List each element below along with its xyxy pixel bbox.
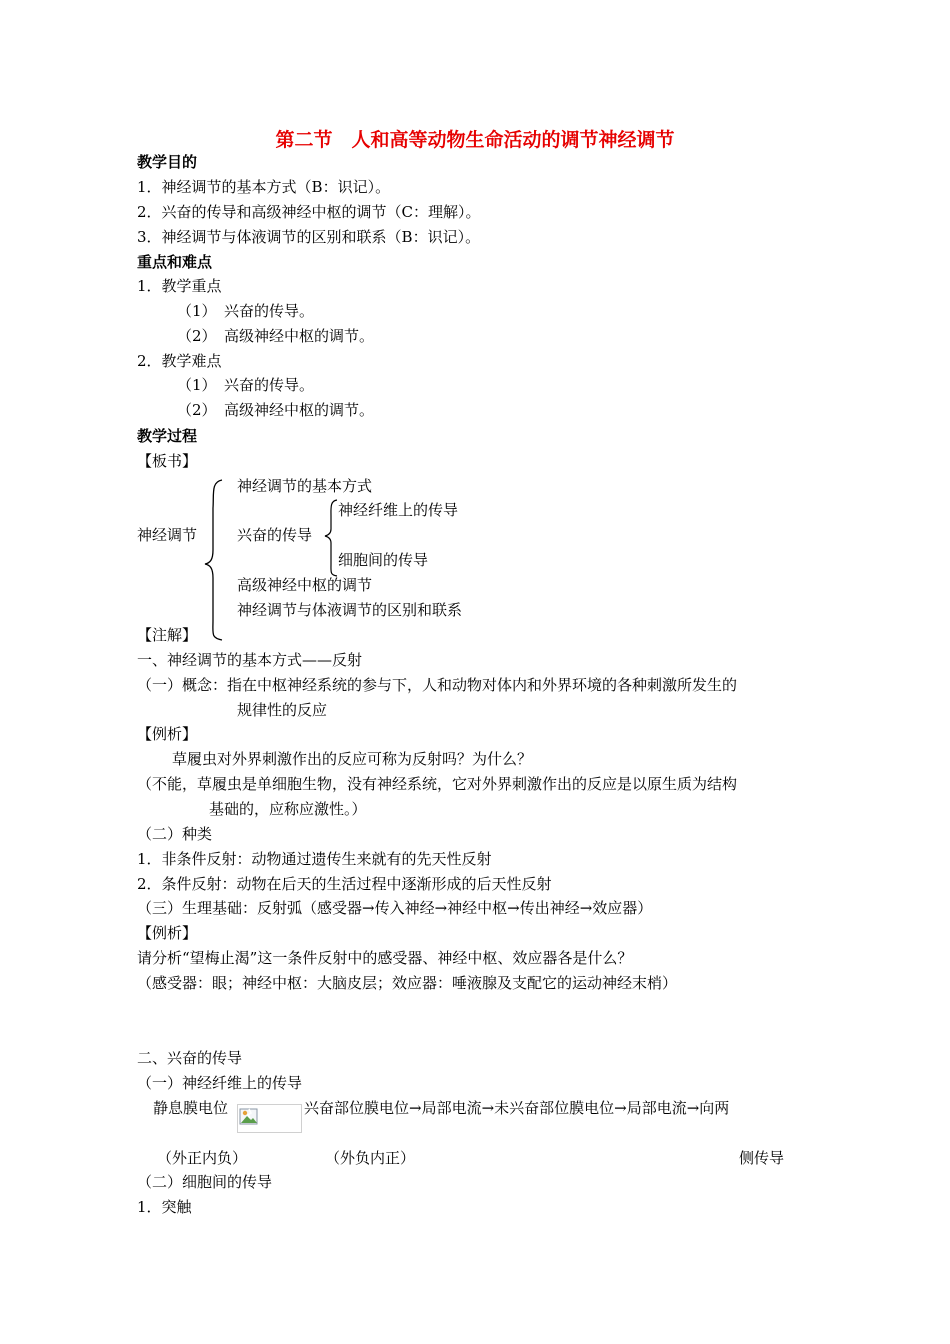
objective-item-2: 2．兴奋的传导和高级神经中枢的调节（C：理解）。 xyxy=(137,203,481,221)
board-sub-1: 神经纤维上的传导 xyxy=(338,501,459,519)
board-main-brace xyxy=(200,478,230,643)
board-sub-2: 细胞间的传导 xyxy=(338,551,429,569)
conduction-chain: 兴奋部位膜电位→局部电流→未兴奋部位膜电位→局部电流→向两 xyxy=(304,1099,730,1117)
reflex-type-2: 2．条件反射：动物在后天的生活过程中逐渐形成的后天性反射 xyxy=(137,875,552,893)
physiological-basis: （三）生理基础：反射弧（感受器→传入神经→神经中枢→传出神经→效应器） xyxy=(137,899,653,917)
answer-1-line-1: （不能，草履虫是单细胞生物，没有神经系统，它对外界刺激作出的反应是以原生质为结构 xyxy=(137,775,738,793)
emphasis-item-2: （2） 高级神经中枢的调节。 xyxy=(177,327,375,345)
board-branch-1: 神经调节的基本方式 xyxy=(237,477,373,495)
board-branch-4: 神经调节与体液调节的区别和联系 xyxy=(237,601,463,619)
emphasis-item-1: （1） 兴奋的传导。 xyxy=(177,302,315,320)
difficulty-item-1: （1） 兴奋的传导。 xyxy=(177,376,315,394)
difficulty-label: 2．教学难点 xyxy=(137,352,222,370)
types-heading: （二）种类 xyxy=(137,825,213,843)
objective-item-3: 3．神经调节与体液调节的区别和联系（B：识记）。 xyxy=(137,228,481,246)
page-title: 第二节 人和高等动物生命活动的调节神经调节 xyxy=(275,129,675,151)
example-label-2: 【例析】 xyxy=(137,924,198,942)
board-label: 【板书】 xyxy=(137,452,198,470)
notes-label: 【注解】 xyxy=(137,626,198,644)
synapse-item: 1．突触 xyxy=(137,1198,192,1216)
question-2: 请分析“望梅止渴”这一条件反射中的感受器、神经中枢、效应器各是什么？ xyxy=(137,949,633,967)
resting-note: （外正内负） xyxy=(157,1149,248,1167)
objective-item-1: 1．神经调节的基本方式（B：识记）。 xyxy=(137,178,391,196)
key-points-heading: 重点和难点 xyxy=(137,253,213,271)
section-1-heading: 一、神经调节的基本方式——反射 xyxy=(137,651,363,669)
board-branch-3: 高级神经中枢的调节 xyxy=(237,576,373,594)
emphasis-label: 1．教学重点 xyxy=(137,277,222,295)
example-label-1: 【例析】 xyxy=(137,725,198,743)
cell-conduction-heading: （二）细胞间的传导 xyxy=(137,1173,273,1191)
board-sub-brace xyxy=(320,498,340,578)
board-root: 神经调节 xyxy=(137,526,198,544)
process-heading: 教学过程 xyxy=(137,427,198,445)
concept-line-1: （一）概念：指在中枢神经系统的参与下，人和动物对体内和外界环境的各种刺激所发生的 xyxy=(137,676,738,694)
resting-potential-text: 静息膜电位 xyxy=(153,1099,229,1117)
answer-1-line-2: 基础的，应称应激性。） xyxy=(209,800,367,818)
difficulty-item-2: （2） 高级神经中枢的调节。 xyxy=(177,401,375,419)
question-1: 草履虫对外界刺激作出的反应可称为反射吗？为什么？ xyxy=(172,750,533,768)
objectives-heading: 教学目的 xyxy=(137,153,198,171)
reflex-type-1: 1．非条件反射：动物通过遗传生来就有的先天性反射 xyxy=(137,850,492,868)
concept-line-2: 规律性的反应 xyxy=(237,701,328,719)
broken-image-icon xyxy=(237,1104,302,1133)
section-2-heading: 二、兴奋的传导 xyxy=(137,1049,243,1067)
excited-note: （外负内正） xyxy=(325,1149,416,1167)
answer-2: （感受器：眼；神经中枢：大脑皮层；效应器：唾液腺及支配它的运动神经末梢） xyxy=(137,974,678,992)
chain-end: 侧传导 xyxy=(739,1149,785,1167)
fiber-conduction-heading: （一）神经纤维上的传导 xyxy=(137,1074,303,1092)
board-branch-2: 兴奋的传导 xyxy=(237,526,313,544)
